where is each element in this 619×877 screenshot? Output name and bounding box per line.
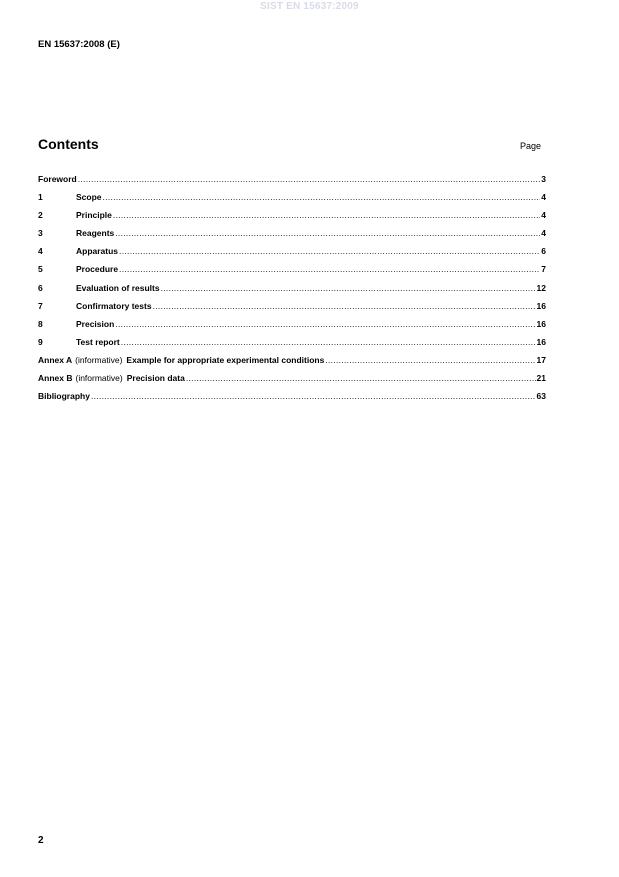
toc-entry-title: Precision data xyxy=(126,373,185,384)
toc-entry-number: 5 xyxy=(38,264,43,275)
toc-dot-leader xyxy=(153,301,536,311)
toc-entry-title: Bibliography xyxy=(38,391,90,402)
toc-entry[interactable] xyxy=(38,264,546,282)
toc-dot-leader xyxy=(119,264,540,274)
toc-entry-number: 9 xyxy=(38,336,43,347)
toc-entry-title: Apparatus xyxy=(76,246,119,257)
toc-dot-leader xyxy=(161,283,536,293)
page-number: 2 xyxy=(38,835,44,846)
toc-dot-leader xyxy=(325,355,535,365)
toc-entry-number: 8 xyxy=(38,318,43,329)
toc-entry[interactable] xyxy=(38,210,546,228)
toc-entry-page: 4 xyxy=(541,192,546,203)
toc-entry-page: 7 xyxy=(541,264,546,275)
toc-entry-page: 16 xyxy=(536,318,546,329)
toc-dot-leader xyxy=(115,319,535,329)
toc-dot-leader xyxy=(113,210,540,220)
toc-entry-annex-label: Annex B xyxy=(38,373,73,384)
toc-entry-informative-tag: (informative) xyxy=(75,354,123,365)
toc-dot-leader xyxy=(121,337,536,347)
toc-entry[interactable] xyxy=(38,228,546,246)
toc-entry-page: 21 xyxy=(536,373,546,384)
toc-entry-title: Principle xyxy=(76,210,112,221)
toc-entry-informative-tag: (informative) xyxy=(75,373,123,384)
toc-entry-page: 63 xyxy=(536,391,546,402)
toc-entry[interactable] xyxy=(38,337,546,355)
contents-heading: Contents xyxy=(38,136,99,152)
toc-dot-leader xyxy=(78,174,541,184)
toc-entry[interactable] xyxy=(38,174,546,192)
toc-entry[interactable] xyxy=(38,283,546,301)
toc-entry-page: 16 xyxy=(536,336,546,347)
toc-entry-title: Test report xyxy=(76,336,120,347)
toc-entry[interactable] xyxy=(38,319,546,337)
toc-dot-leader xyxy=(103,192,541,202)
toc-entry-number: 1 xyxy=(38,192,43,203)
toc-dot-leader xyxy=(186,373,536,383)
toc-dot-leader xyxy=(115,228,540,238)
toc-entry-title: Evaluation of results xyxy=(76,282,160,293)
toc-entry-number: 6 xyxy=(38,282,43,293)
toc-entry-page: 17 xyxy=(536,354,546,365)
toc-entry-title: Foreword xyxy=(38,174,77,184)
toc-entry-title: Scope xyxy=(76,192,102,203)
toc-entry-page: 4 xyxy=(541,228,546,239)
toc-entry[interactable] xyxy=(38,355,546,373)
toc-entry-title: Confirmatory tests xyxy=(76,300,152,311)
toc-entry-page: 6 xyxy=(541,246,546,257)
toc-entry-title: Example for appropriate experimental conditions xyxy=(126,354,325,365)
document-id: EN 15637:2008 (E) xyxy=(38,39,120,50)
toc-entry-number: 2 xyxy=(38,210,43,221)
toc-entry-number: 3 xyxy=(38,228,43,239)
toc-entry[interactable] xyxy=(38,301,546,319)
toc-entry-annex-label: Annex A xyxy=(38,354,73,365)
toc-entry-page: 3 xyxy=(541,174,546,184)
table-of-contents xyxy=(38,174,546,409)
toc-entry-title: Reagents xyxy=(76,228,115,239)
toc-entry-number: 4 xyxy=(38,246,43,257)
toc-dot-leader xyxy=(119,246,540,256)
toc-entry[interactable] xyxy=(38,373,546,391)
toc-entry-page: 16 xyxy=(536,300,546,311)
watermark: SIST EN 15637:2009 xyxy=(260,1,359,12)
toc-entry-number: 7 xyxy=(38,300,43,311)
toc-entry-title: Procedure xyxy=(76,264,119,275)
toc-entry[interactable] xyxy=(38,391,546,409)
page-column-label: Page xyxy=(520,141,542,151)
toc-entry-page: 12 xyxy=(536,282,546,293)
toc-dot-leader xyxy=(91,391,536,401)
toc-entry[interactable] xyxy=(38,192,546,210)
toc-entry-title: Precision xyxy=(76,318,115,329)
toc-entry[interactable] xyxy=(38,246,546,264)
toc-entry-page: 4 xyxy=(541,210,546,221)
